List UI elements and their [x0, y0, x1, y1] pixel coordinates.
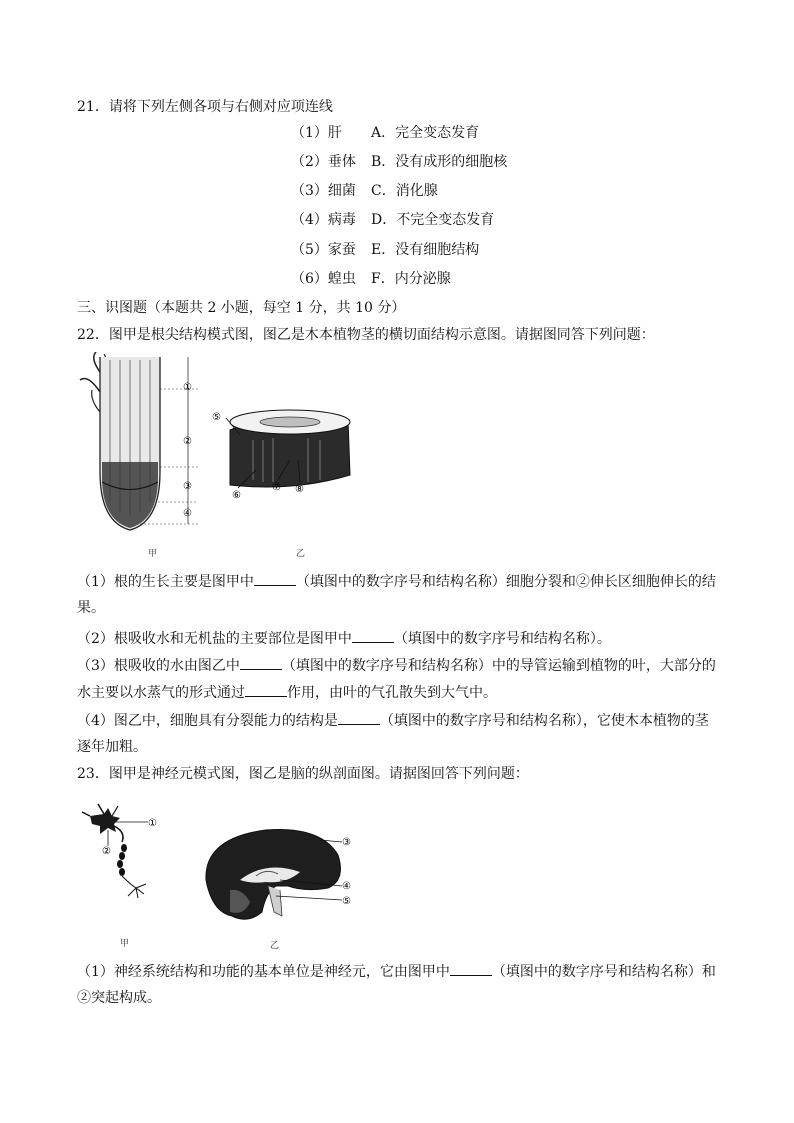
stem-label-5: ⑤ — [212, 412, 221, 423]
match-row-4 — [291, 210, 494, 230]
q22-part2 — [77, 628, 611, 649]
q22-p2-text-a: （2）根吸收水和无机盐的主要部位是图甲中 — [77, 631, 352, 647]
q23-p1-text-a: （1）神经系统结构和功能的基本单位是神经元，它由图甲中 — [77, 964, 450, 980]
root-label-4: ④ — [183, 508, 192, 519]
q22-p2-text-b: （填图中的数字序号和结构名称）。 — [393, 631, 611, 647]
match-left: （4）病毒 — [291, 212, 356, 228]
q22-p4-text-b: （填图中的数字序号和结构名称），它使木本植物的茎 — [379, 713, 709, 729]
q22-part3-line1 — [77, 655, 716, 676]
match-right: D．不完全变态发育 — [371, 212, 495, 228]
q22-part1-line2: 果。 — [77, 600, 105, 616]
match-row-2 — [291, 152, 507, 172]
match-left: （2）垂体 — [291, 154, 356, 170]
stem-label-7: ⑦ — [272, 482, 281, 493]
q23-part1-line1 — [77, 961, 716, 982]
answer-blank[interactable] — [245, 682, 287, 697]
brain-label-3: ③ — [342, 837, 351, 848]
q22-p3-text-a: （3）根吸收的水由图乙中 — [77, 658, 240, 674]
stem-cross-section-figure — [208, 400, 358, 510]
answer-blank[interactable] — [338, 710, 380, 725]
brain-label-4: ④ — [342, 881, 351, 892]
fig-yi-caption-23: 乙 — [270, 941, 280, 951]
root-label-3: ③ — [183, 481, 192, 492]
neuron-figure — [78, 800, 168, 900]
answer-blank[interactable] — [450, 961, 492, 976]
match-row-6 — [291, 269, 451, 289]
match-right: B．没有成形的细胞核 — [371, 154, 508, 170]
q22-part4-line1 — [77, 710, 709, 731]
match-left: （1）肝 — [291, 125, 342, 141]
match-left: （5）家蚕 — [291, 242, 356, 258]
q22-p3-text-d: 作用，由叶的气孔散失到大气中。 — [287, 685, 497, 701]
q23-part1-line2: ②突起构成。 — [77, 990, 161, 1006]
match-row-5 — [291, 240, 479, 260]
neuron-label-2: ② — [102, 846, 111, 857]
q22-p3-text-b: （填图中的数字序号和结构名称）中的导管运输到植物的叶，大部分的 — [281, 658, 716, 674]
q22-stem: 22．图甲是根尖结构模式图，图乙是木本植物茎的横切面结构示意图。请据图同答下列问题： — [77, 327, 655, 343]
root-label-2: ② — [183, 436, 192, 447]
match-left: （6）蝗虫 — [291, 271, 356, 287]
neuron-label-1: ① — [148, 818, 157, 829]
match-right: A．完全变态发育 — [371, 125, 480, 141]
answer-blank[interactable] — [254, 571, 296, 586]
q22-part1-line1 — [77, 571, 716, 592]
fig-jia-caption-23: 甲 — [120, 939, 130, 949]
match-right: C．消化腺 — [371, 183, 438, 199]
fig-yi-caption: 乙 — [296, 549, 306, 559]
q22-p4-text-a: （4）图乙中，细胞具有分裂能力的结构是 — [77, 713, 338, 729]
root-tip-figure — [70, 352, 210, 532]
q23-p1-text-b: （填图中的数字序号和结构名称）和 — [491, 964, 716, 980]
q21-title: 21．请将下列左侧各项与右侧对应项连线 — [77, 99, 333, 115]
section3-heading: 三、识图题（本题共 2 小题，每空 1 分，共 10 分） — [77, 300, 406, 316]
q22-part4-line2: 逐年加粗。 — [77, 739, 147, 755]
root-label-1: ① — [183, 382, 192, 393]
q22-p3-text-c: 水主要以水蒸气的形式通过 — [77, 685, 245, 701]
match-left: （3）细菌 — [291, 183, 356, 199]
match-right: E．没有细胞结构 — [371, 242, 480, 258]
brain-figure — [196, 820, 356, 930]
q23-stem: 23．图甲是神经元模式图，图乙是脑的纵剖面图。请据图回答下列问题： — [77, 766, 529, 782]
match-row-3 — [291, 181, 438, 201]
stem-label-6: ⑥ — [232, 490, 241, 501]
q22-p1-text-b: （填图中的数字序号和结构名称）细胞分裂和②伸长区细胞伸长的结 — [295, 574, 716, 590]
match-right: F．内分泌腺 — [371, 271, 451, 287]
q22-part3-line2 — [77, 682, 497, 703]
answer-blank[interactable] — [352, 628, 394, 643]
fig-jia-caption: 甲 — [148, 549, 158, 559]
stem-label-8: ⑧ — [295, 484, 304, 495]
brain-label-5: ⑤ — [342, 896, 351, 907]
answer-blank[interactable] — [240, 655, 282, 670]
q22-p1-text-a: （1）根的生长主要是图甲中 — [77, 574, 254, 590]
match-row-1 — [291, 123, 479, 143]
